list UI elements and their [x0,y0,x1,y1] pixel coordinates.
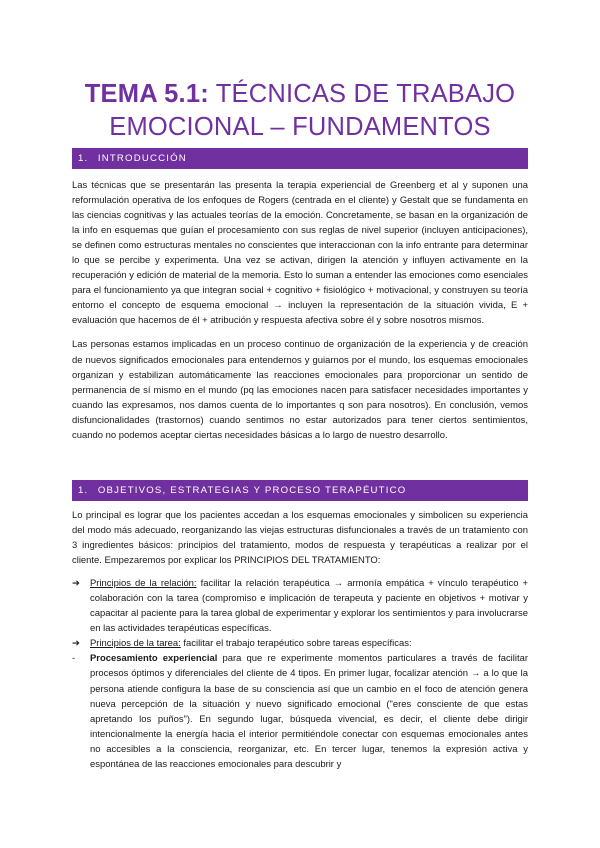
intro-paragraph-1: Las técnicas que se presentarán las presenta la terapia experiencial de Greenberg et al y suponen una reformulación operativa de los enfoques de Rogers (centrada en el cliente) y Gestalt que se fundamenta en las ciencias cognitivas y las actuales teorías de la emoción. Concretamente, se basan en la organización de la info en esquemas que guían el procesamiento con sus reglas de nivel superior (incluyen anticipaciones), se definen como estructuras mentales no conscientes que interaccionan con la info entrante para determinar lo que se percibe y experimenta. Una vez se activan, dirigen la atención y influyen activamente en la recuperación y edición de material de la memoria. Esto lo suman a entender las emociones como esenciales para el funcionamiento ya que integran social + cognitivo + fisiológico + motivacional, y construyen su teoría entorno el concepto de esquema emocional → incluyen la representación de la situación vivida, E + evaluación que hacemos de él + atribución y respuesta afectiva sobre él y sobre nosotros mismos. [72,180,528,327]
objetivos-paragraph: Lo principal es lograr que los pacientes accedan a los esquemas emocionales y simbolicen su experiencia del modo más adecuado, reorganizando las viejas estructuras disfuncionales a través de un tratamiento con 3 ingredientes básicos: principios del tratamiento, modos de respuesta y terapéuticas a realizar por el cliente. Empezaremos por explicar los PRINCIPIOS DEL TRATAMIENTO: [72,510,528,567]
objetivos-block [72,508,528,772]
item-text: facilitar el trabajo terapéutico sobre tareas específicas: [180,638,412,650]
intro-paragraph-2: Las personas estamos implicadas en un proceso continuo de organización de la experiencia y de creación de nuevos significados emocionales para entendernos y guiarnos por el mundo, los esquemas emocionales organizan y estabilizan automáticamente las reacciones emocionales para proporcionar un sentido de permanencia de sí mismo en el mundo (pq las emociones nacen para satisfacer necesidades importantes y cuando las expresamos, nos damos cuenta de lo importantes q son para nosotros). En conclusión, vemos disfuncionalidades (trastornos) cuando sentimos no estar autorizados para tener ciertos sentimientos, cuando no podemos aceptar ciertas necesidades básicas a lo largo de nuestro desarrollo. [72,339,528,441]
list-item [72,576,528,636]
section-title: OBJETIVOS, ESTRATEGIAS Y PROCESO TERAPÉUTICO [97,485,407,496]
item-label: Principios de la tarea: [90,638,181,650]
intro-block [72,178,528,443]
list-item [72,651,528,771]
list-item [72,636,528,651]
section-heading-objetivos [72,480,528,501]
title-line2: EMOCIONAL – FUNDAMENTOS [109,113,491,141]
arrow-bullet-icon: ➔ [72,578,80,590]
section-heading-introduccion [72,148,528,169]
principles-list [72,576,528,772]
section-title: INTRODUCCIÓN [97,153,187,164]
item-text: para que re experimente momentos particulares a través de facilitar procesos óptimos y diferenciales del cliente de 4 tipos. En primer lugar, focalizar atención → a lo que la persona atiende configura la base de su consciencia así que un cambio en el foco de atención genera nueva percepción de la situación y nuevo significado emocional ("eres consciente de que estas apretando los puños"). En segundo lugar, búsqueda vivencial, es decir, el cliente debe dirigir intencionalmente la energía hacia el interior permitiéndole conectar con esquemas emocionales antes no accesibles a la consciencia, reorganizar, etc. En tercer lugar, tenemos la expresión activa y espontánea de las reacciones emocionales para descubrir y [90,653,528,770]
item-label: Principios de la relación: [90,578,197,590]
dash-bullet-icon: - [72,653,76,665]
item-text: facilitar la relación terapéutica → armonía empática + vínculo terapéutico + colaboración con la tarea (compromiso e implicación de terapeuta y paciente en objetivos + motivar y capacitar al paciente para la tarea global de experimentar y explorar los sentimientos y para involucrarse en las actividades terapéuticas específicas. [90,578,528,635]
title-bold: TEMA 5.1: [84,80,209,108]
page-title [60,78,540,144]
section-number: 1. [78,153,89,164]
arrow-bullet-icon: ➔ [72,638,80,650]
section-number: 1. [78,485,89,496]
item-label: Procesamiento experiencial [90,653,218,665]
title-line1-rest: TÉCNICAS DE TRABAJO [208,80,516,108]
